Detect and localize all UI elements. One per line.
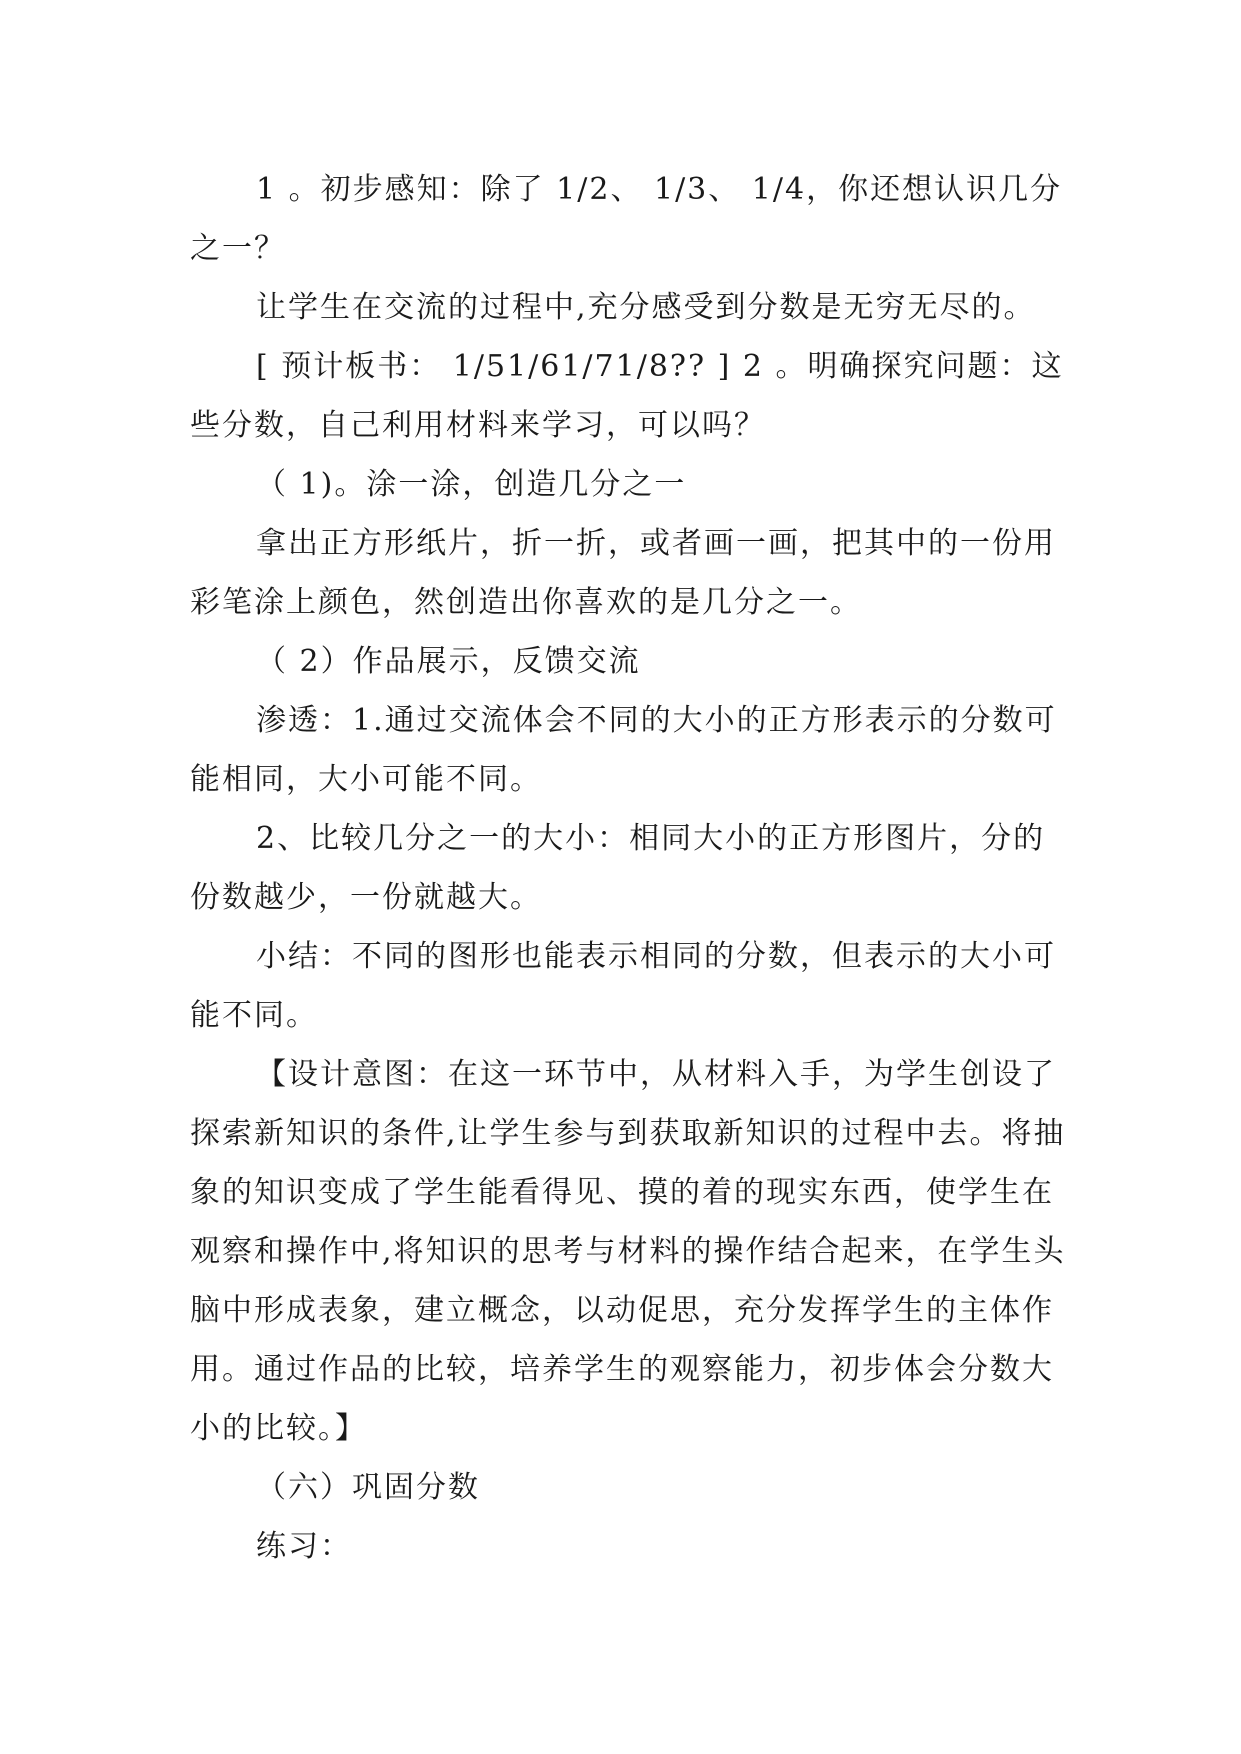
paragraph-design-intent: 【设计意图：在这一环节中，从材料入手，为学生创设了探索新知识的条件,让学生参与到获取新知识的过程中去。将抽象的知识变成了学生能看得见、摸的着的现实东西，使学生在观察和操作中,将知识的思考与材料的操作结合起来，在学生头脑中形成表象，建立概念，以动促思，充分发挥学生的主体作用。通过作品的比较，培养学生的观察能力，初步体会分数大小的比较。】 xyxy=(190,1057,1066,1446)
paragraph-exchange-feeling: 让学生在交流的过程中,充分感受到分数是无穷无尽的。 xyxy=(256,290,1036,325)
paragraph-compare-size: 2、比较几分之一的大小：相同大小的正方形图片，分的份数越少，一份就越大。 xyxy=(190,821,1046,915)
paragraph-work-display: （ 2）作品展示，反馈交流 xyxy=(256,644,641,679)
paragraph-consolidate-heading: （六）巩固分数 xyxy=(256,1470,480,1505)
paragraph-initial-perception: 1 。初步感知：除了 1/2、 1/3、 1/4，你还想认识几分之一？ xyxy=(190,172,1063,266)
paragraph-board-plan: [ 预计板书： 1/51/61/71/8?? ] 2 。明确探究问题：这些分数，自己利用材料来学习，可以吗？ xyxy=(190,349,1064,443)
paragraph-color-create: （ 1)。涂一涂，创造几分之一 xyxy=(256,467,687,502)
paragraph-infiltration: 渗透：1.通过交流体会不同的大小的正方形表示的分数可能相同，大小可能不同。 xyxy=(190,703,1057,797)
document-body xyxy=(190,160,1070,1576)
paragraph-summary: 小结：不同的图形也能表示相同的分数，但表示的大小可能不同。 xyxy=(190,939,1056,1033)
paragraph-square-paper: 拿出正方形纸片，折一折，或者画一画，把其中的一份用彩笔涂上颜色，然创造出你喜欢的是几分之一。 xyxy=(190,526,1056,620)
paragraph-exercise: 练习： xyxy=(256,1529,352,1564)
